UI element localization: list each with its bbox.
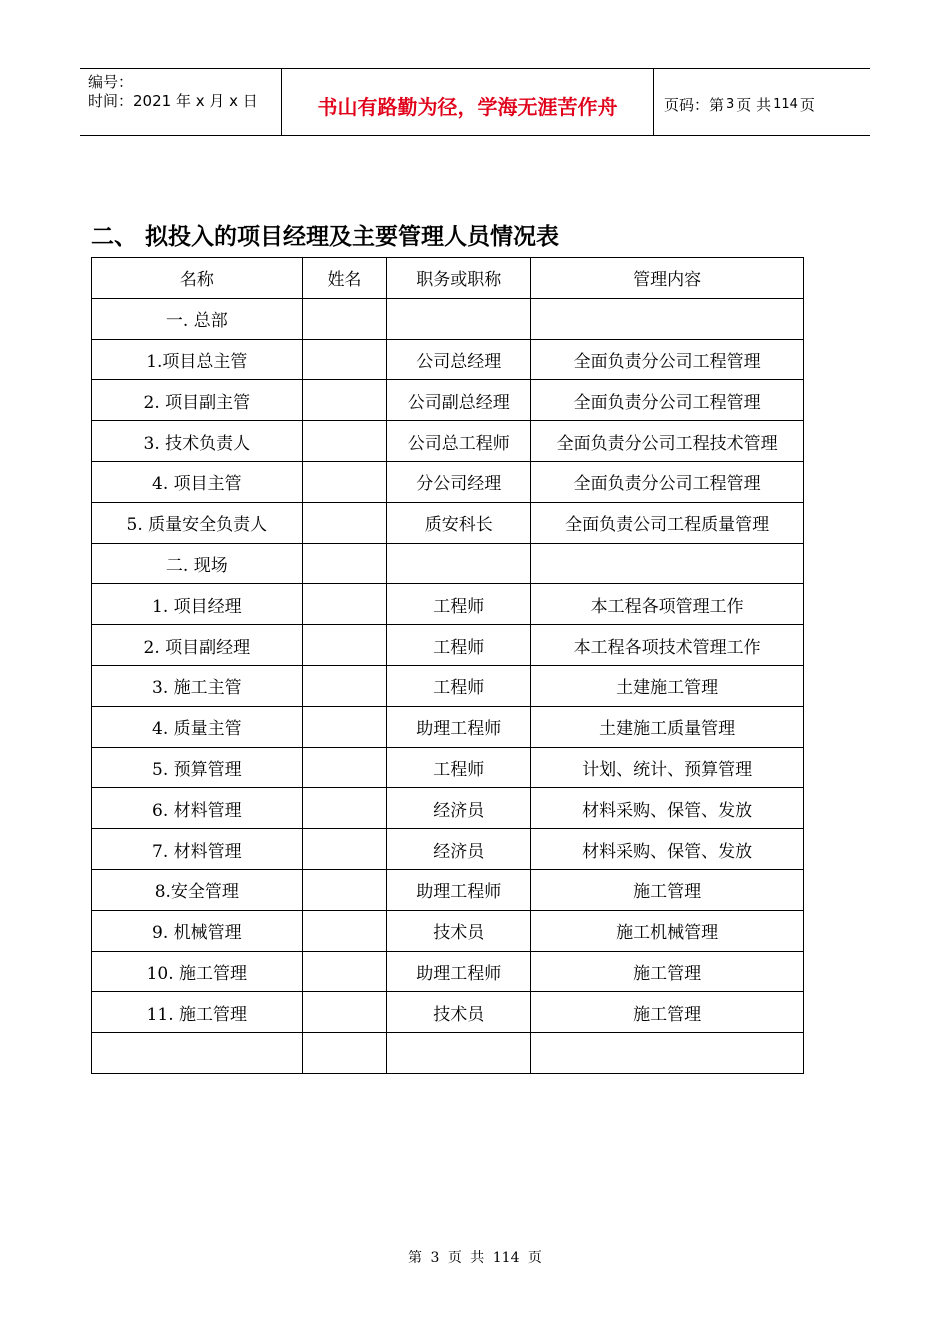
cell-position: 技术员 [387, 992, 531, 1033]
cell-position: 技术员 [387, 910, 531, 951]
cell-name: 4. 项目主管 [92, 461, 303, 502]
header-page-total: 114 [773, 96, 798, 112]
cell-duty: 本工程各项管理工作 [531, 584, 804, 625]
table-row [92, 788, 804, 829]
table-row [92, 502, 804, 543]
table-row [92, 625, 804, 666]
header-page-suffix: 页 [799, 95, 815, 114]
cell-name: 11. 施工管理 [92, 992, 303, 1033]
cell-duty: 全面负责公司工程质量管理 [531, 502, 804, 543]
cell-name: 6. 材料管理 [92, 788, 303, 829]
cell-person [302, 992, 387, 1033]
cell-duty: 施工管理 [531, 992, 804, 1033]
page-header [80, 68, 870, 136]
header-motto: 书山有路勤为径，学海无涯苦作舟 [282, 69, 654, 135]
header-page-current: 3 [726, 96, 735, 112]
table-row [92, 421, 804, 462]
table-row [92, 992, 804, 1033]
header-meta [80, 69, 282, 135]
cell-name [92, 1033, 303, 1074]
cell-position: 质安科长 [387, 502, 531, 543]
table-row [92, 543, 804, 584]
cell-person [302, 910, 387, 951]
table-body [92, 298, 804, 1073]
cell-person [302, 625, 387, 666]
cell-duty [531, 1033, 804, 1074]
cell-name: 3. 技术负责人 [92, 421, 303, 462]
cell-person [302, 298, 387, 339]
table-row [92, 298, 804, 339]
header-page-prefix: 页码：第 [664, 95, 725, 114]
table-header-row [92, 258, 804, 299]
section-title: 二、 拟投入的项目经理及主要管理人员情况表 [91, 224, 560, 250]
table-row [92, 380, 804, 421]
cell-name: 二. 现场 [92, 543, 303, 584]
cell-duty: 土建施工管理 [531, 665, 804, 706]
table-row [92, 461, 804, 502]
cell-name: 一. 总部 [92, 298, 303, 339]
cell-name: 2. 项目副主管 [92, 380, 303, 421]
table-row [92, 665, 804, 706]
cell-duty: 材料采购、保管、发放 [531, 788, 804, 829]
cell-position: 助理工程师 [387, 869, 531, 910]
cell-name: 2. 项目副经理 [92, 625, 303, 666]
cell-person [302, 339, 387, 380]
cell-person [302, 380, 387, 421]
cell-position: 助理工程师 [387, 951, 531, 992]
cell-person [302, 1033, 387, 1074]
cell-person [302, 502, 387, 543]
header-time-label: 时间：2021 年 x 月 x 日 [88, 92, 258, 110]
cell-name: 9. 机械管理 [92, 910, 303, 951]
table-row [92, 829, 804, 870]
cell-duty: 土建施工质量管理 [531, 706, 804, 747]
column-header-position: 职务或职称 [387, 258, 531, 299]
cell-name: 5. 质量安全负责人 [92, 502, 303, 543]
cell-duty [531, 543, 804, 584]
cell-position [387, 298, 531, 339]
cell-duty: 施工机械管理 [531, 910, 804, 951]
cell-person [302, 829, 387, 870]
page-footer: 第 3 页 共 114 页 [408, 1250, 542, 1266]
header-page-info [654, 69, 870, 135]
cell-duty: 施工管理 [531, 869, 804, 910]
cell-duty: 全面负责分公司工程技术管理 [531, 421, 804, 462]
cell-person [302, 665, 387, 706]
table-row [92, 747, 804, 788]
table-row [92, 706, 804, 747]
cell-position [387, 543, 531, 584]
cell-position: 助理工程师 [387, 706, 531, 747]
cell-position: 分公司经理 [387, 461, 531, 502]
cell-name: 4. 质量主管 [92, 706, 303, 747]
cell-duty: 本工程各项技术管理工作 [531, 625, 804, 666]
cell-position: 经济员 [387, 829, 531, 870]
cell-duty: 计划、统计、预算管理 [531, 747, 804, 788]
cell-position: 工程师 [387, 665, 531, 706]
cell-duty: 施工管理 [531, 951, 804, 992]
cell-position: 经济员 [387, 788, 531, 829]
cell-name: 7. 材料管理 [92, 829, 303, 870]
table-row [92, 869, 804, 910]
cell-person [302, 584, 387, 625]
cell-person [302, 461, 387, 502]
header-number-label: 编号： [88, 73, 134, 91]
table-row [92, 910, 804, 951]
cell-person [302, 951, 387, 992]
cell-person [302, 869, 387, 910]
table-row [92, 951, 804, 992]
cell-position: 工程师 [387, 747, 531, 788]
cell-position: 工程师 [387, 625, 531, 666]
cell-name: 10. 施工管理 [92, 951, 303, 992]
cell-name: 3. 施工主管 [92, 665, 303, 706]
cell-name: 5. 预算管理 [92, 747, 303, 788]
cell-person [302, 788, 387, 829]
column-header-name: 名称 [92, 258, 303, 299]
cell-position [387, 1033, 531, 1074]
cell-position: 工程师 [387, 584, 531, 625]
cell-person [302, 421, 387, 462]
table-row [92, 584, 804, 625]
cell-name: 8.安全管理 [92, 869, 303, 910]
header-page-mid: 页 共 [736, 95, 772, 114]
cell-duty: 材料采购、保管、发放 [531, 829, 804, 870]
table-row [92, 1033, 804, 1074]
cell-position: 公司副总经理 [387, 380, 531, 421]
cell-duty: 全面负责分公司工程管理 [531, 380, 804, 421]
column-header-person: 姓名 [302, 258, 387, 299]
cell-position: 公司总工程师 [387, 421, 531, 462]
column-header-duty: 管理内容 [531, 258, 804, 299]
staff-table [91, 257, 804, 1074]
cell-position: 公司总经理 [387, 339, 531, 380]
cell-name: 1. 项目经理 [92, 584, 303, 625]
cell-person [302, 706, 387, 747]
cell-person [302, 543, 387, 584]
cell-duty [531, 298, 804, 339]
cell-duty: 全面负责分公司工程管理 [531, 339, 804, 380]
cell-duty: 全面负责分公司工程管理 [531, 461, 804, 502]
table-row [92, 339, 804, 380]
cell-name: 1.项目总主管 [92, 339, 303, 380]
cell-person [302, 747, 387, 788]
